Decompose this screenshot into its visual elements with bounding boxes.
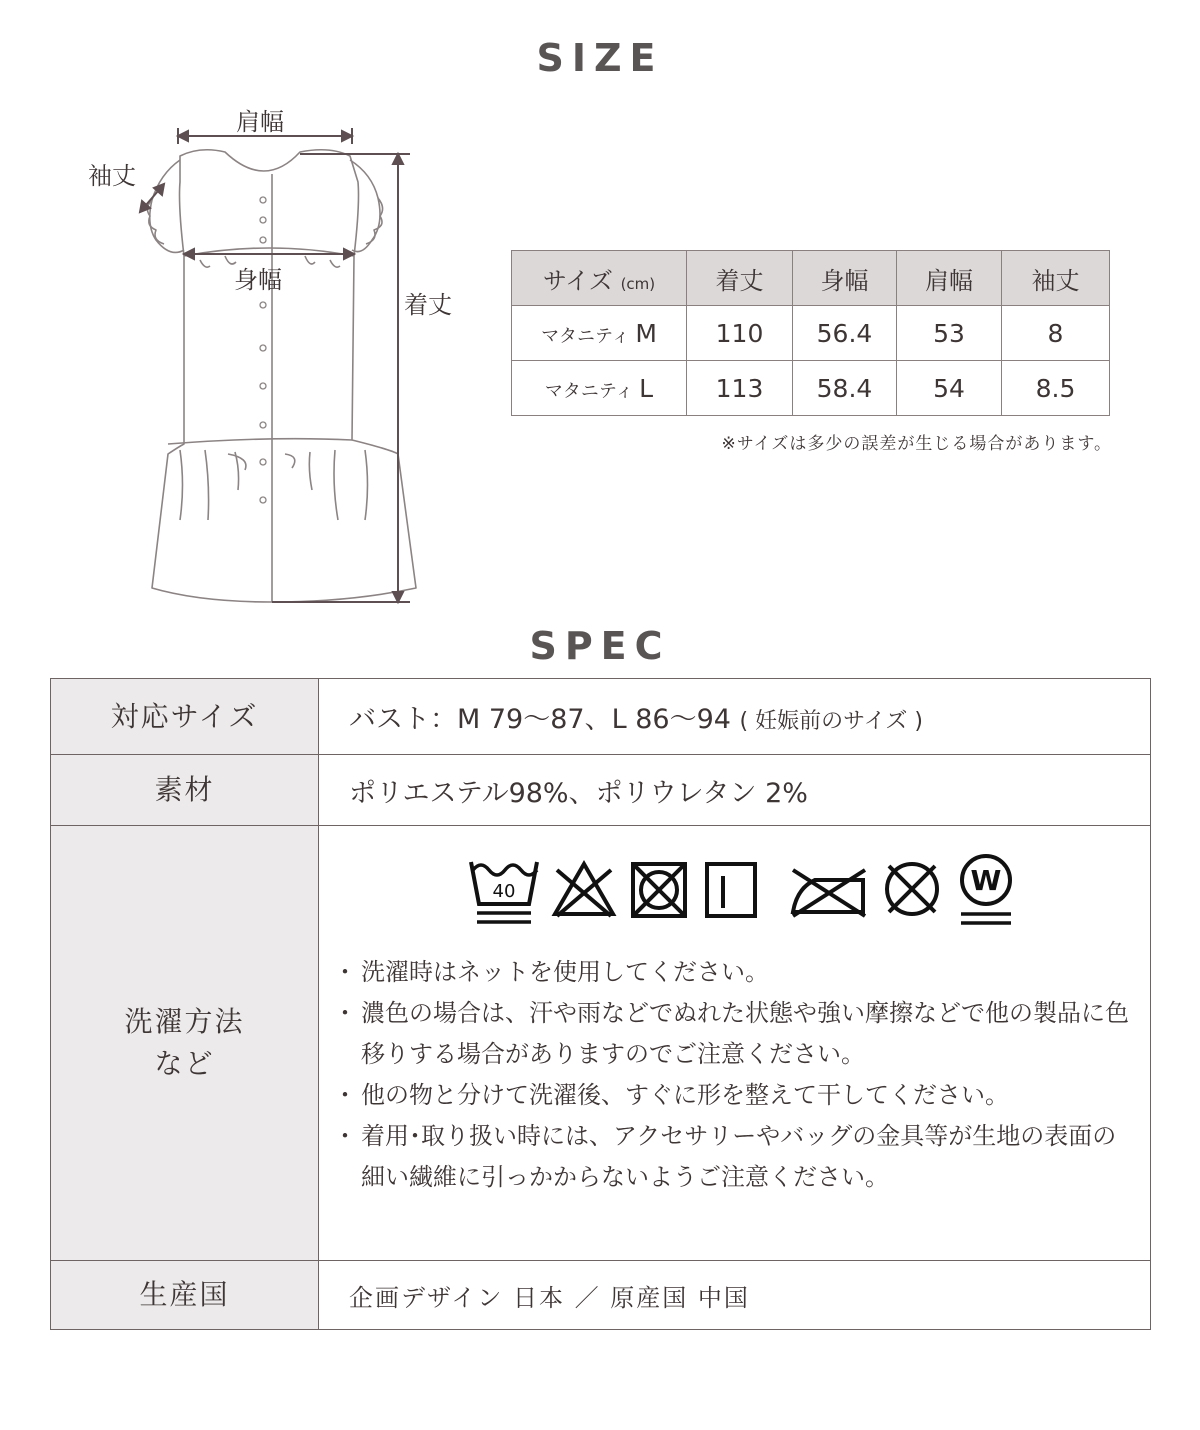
cell-length: 113 [687,361,793,416]
care-value [319,826,1151,1261]
wet-clean-gentle-icon [955,852,1017,930]
size-table-header [512,251,1110,306]
cell-sleeve-length: 8.5 [1002,361,1110,416]
row-size-label: マタニティ L [512,361,687,416]
spec-row-material [51,755,1151,826]
dress-outline [147,150,416,602]
spec-row-fit-size [51,679,1151,755]
no-dry-clean-icon [879,856,945,922]
header-size: サイズ (cm) [512,251,687,306]
wash-40-gentle-icon [467,852,541,928]
care-icons [333,852,1150,930]
header-shoulder-width: 肩幅 [897,251,1002,306]
cell-sleeve-length: 8 [1002,306,1110,361]
wet-clean-letter: W [970,864,1001,897]
spec-section-title: SPEC [529,624,671,668]
buttons [260,197,266,503]
list-item: ・ 洗濯時はネットを使用してください。 [333,952,1150,993]
no-bleach-icon [551,856,617,922]
total-length-label: 着丈 [404,291,452,319]
origin-label: 生産国 [51,1261,319,1330]
no-iron-icon [787,858,869,922]
list-item: ・ 他の物と分けて洗濯後、すぐに形を整えて干してください。 [333,1075,1150,1116]
shoulder-width-label: 肩幅 [236,108,284,136]
header-length: 着丈 [687,251,793,306]
spec-row-origin [51,1261,1151,1330]
spec-table [50,678,1151,1330]
size-table [511,250,1110,416]
body-width-label: 身幅 [234,266,282,294]
care-label: 洗濯方法 など [51,826,319,1261]
material-value: ポリエステル98%、ポリウレタン 2% [319,755,1151,826]
fit-size-label: 対応サイズ [51,679,319,755]
no-tumble-dry-icon [627,858,691,922]
origin-value: 企画デザイン 日本 ／ 原産国 中国 [319,1261,1151,1330]
list-item: ・ 着用･取り扱い時には、アクセサリーやバッグの金具等が生地の表面の細い繊維に引っかからないようご注意ください。 [333,1116,1150,1198]
table-row [512,306,1110,361]
sleeve-length-label: 袖丈 [88,162,136,190]
list-item: ・ 濃色の場合は、汗や雨などでぬれた状態や強い摩擦などで他の製品に色移りする場合がありますのでご注意ください。 [333,993,1150,1075]
cell-body-width: 56.4 [793,306,897,361]
row-size-label: マタニティ M [512,306,687,361]
cell-length: 110 [687,306,793,361]
size-section-title: SIZE [536,36,664,80]
size-note: ※サイズは多少の誤差が生じる場合があります。 [721,434,1112,454]
cell-body-width: 58.4 [793,361,897,416]
wash-temp-text: 40 [492,881,515,902]
cell-shoulder-width: 54 [897,361,1002,416]
table-row [512,361,1110,416]
cell-shoulder-width: 53 [897,306,1002,361]
header-sleeve-length: 袖丈 [1002,251,1110,306]
care-notes [333,952,1150,1198]
spec-row-care [51,826,1151,1261]
fit-size-value: バスト：M 79〜87、L 86〜94 ( 妊娠前のサイズ ) [319,679,1151,755]
line-dry-icon [701,858,761,922]
material-label: 素材 [51,755,319,826]
header-body-width: 身幅 [793,251,897,306]
